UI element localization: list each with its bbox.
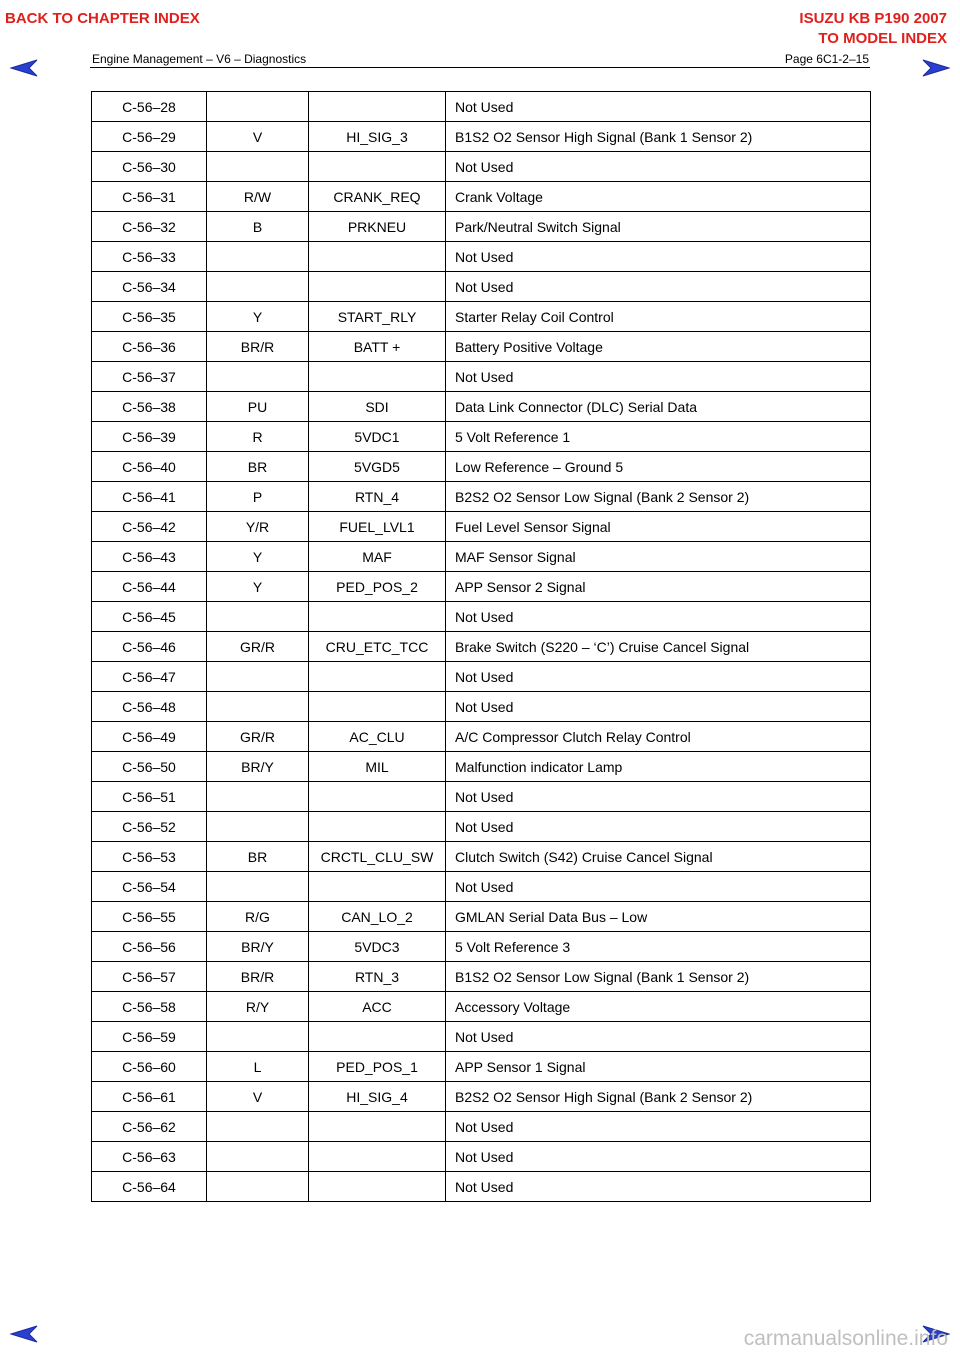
circuit-cell: 5VGD5 (309, 452, 446, 482)
wire-color-cell: V (207, 1082, 309, 1112)
table-row (92, 422, 871, 452)
description-cell: A/C Compressor Clutch Relay Control (446, 722, 871, 752)
wire-color-cell: L (207, 1052, 309, 1082)
pin-cell: C-56–33 (92, 242, 207, 272)
description-cell: Not Used (446, 272, 871, 302)
description-cell: Clutch Switch (S42) Cruise Cancel Signal (446, 842, 871, 872)
pin-cell: C-56–51 (92, 782, 207, 812)
table-row (92, 662, 871, 692)
circuit-cell (309, 812, 446, 842)
wire-color-cell (207, 362, 309, 392)
table-row (92, 332, 871, 362)
pin-cell: C-56–64 (92, 1172, 207, 1202)
description-cell: Accessory Voltage (446, 992, 871, 1022)
description-cell: Not Used (446, 602, 871, 632)
pin-cell: C-56–38 (92, 392, 207, 422)
pin-cell: C-56–47 (92, 662, 207, 692)
table-row (92, 92, 871, 122)
pin-cell: C-56–62 (92, 1112, 207, 1142)
wire-color-cell (207, 692, 309, 722)
document-title: Engine Management – V6 – Diagnostics (92, 52, 307, 66)
wire-color-cell: R/Y (207, 992, 309, 1022)
pin-cell: C-56–45 (92, 602, 207, 632)
table-row (92, 1112, 871, 1142)
table-row (92, 572, 871, 602)
table-row (92, 122, 871, 152)
description-cell: 5 Volt Reference 3 (446, 932, 871, 962)
arrow-left-icon[interactable] (10, 1324, 38, 1349)
page-number: Page 6C1-2–15 (784, 52, 869, 66)
pin-cell: C-56–28 (92, 92, 207, 122)
description-cell: Park/Neutral Switch Signal (446, 212, 871, 242)
description-cell: Not Used (446, 152, 871, 182)
circuit-cell: MAF (309, 542, 446, 572)
description-cell: Fuel Level Sensor Signal (446, 512, 871, 542)
table-row (92, 842, 871, 872)
table-row (92, 272, 871, 302)
circuit-cell: PED_POS_1 (309, 1052, 446, 1082)
table-row (92, 362, 871, 392)
wire-color-cell (207, 872, 309, 902)
wire-color-cell (207, 272, 309, 302)
back-to-chapter-index-link[interactable]: BACK TO CHAPTER INDEX (5, 10, 200, 27)
pin-cell: C-56–46 (92, 632, 207, 662)
wire-color-cell (207, 1112, 309, 1142)
description-cell: APP Sensor 2 Signal (446, 572, 871, 602)
pin-cell: C-56–36 (92, 332, 207, 362)
table-row (92, 392, 871, 422)
pin-cell: C-56–49 (92, 722, 207, 752)
circuit-cell: PRKNEU (309, 212, 446, 242)
description-cell: B2S2 O2 Sensor Low Signal (Bank 2 Sensor 2) (446, 482, 871, 512)
table-row (92, 812, 871, 842)
description-cell: Malfunction indicator Lamp (446, 752, 871, 782)
table-row (92, 782, 871, 812)
description-cell: 5 Volt Reference 1 (446, 422, 871, 452)
watermark: carmanualsonline.info (743, 1327, 948, 1350)
description-cell: Not Used (446, 362, 871, 392)
pin-cell: C-56–63 (92, 1142, 207, 1172)
pin-cell: C-56–43 (92, 542, 207, 572)
table-row (92, 1052, 871, 1082)
description-cell: Not Used (446, 812, 871, 842)
table-row (92, 932, 871, 962)
pin-cell: C-56–54 (92, 872, 207, 902)
wire-color-cell: R/W (207, 182, 309, 212)
table-row (92, 1082, 871, 1112)
description-cell: B2S2 O2 Sensor High Signal (Bank 2 Sensor 2) (446, 1082, 871, 1112)
wire-color-cell (207, 812, 309, 842)
pin-cell: C-56–35 (92, 302, 207, 332)
pin-cell: C-56–32 (92, 212, 207, 242)
circuit-cell: FUEL_LVL1 (309, 512, 446, 542)
wire-color-cell (207, 782, 309, 812)
circuit-cell (309, 92, 446, 122)
pin-cell: C-56–60 (92, 1052, 207, 1082)
description-cell: Data Link Connector (DLC) Serial Data (446, 392, 871, 422)
table-row (92, 602, 871, 632)
circuit-cell (309, 872, 446, 902)
description-cell: GMLAN Serial Data Bus – Low (446, 902, 871, 932)
description-cell: Not Used (446, 1172, 871, 1202)
circuit-cell: CAN_LO_2 (309, 902, 446, 932)
wire-color-cell (207, 602, 309, 632)
circuit-cell: ACC (309, 992, 446, 1022)
circuit-cell: RTN_3 (309, 962, 446, 992)
circuit-cell: BATT + (309, 332, 446, 362)
wire-color-cell: Y/R (207, 512, 309, 542)
table-row (92, 182, 871, 212)
wire-color-cell: BR/R (207, 332, 309, 362)
description-cell: Not Used (446, 92, 871, 122)
description-cell: Starter Relay Coil Control (446, 302, 871, 332)
circuit-cell (309, 152, 446, 182)
wire-color-cell: P (207, 482, 309, 512)
wire-color-cell (207, 242, 309, 272)
table-row (92, 992, 871, 1022)
table-row (92, 1172, 871, 1202)
circuit-cell (309, 692, 446, 722)
circuit-cell: START_RLY (309, 302, 446, 332)
pin-cell: C-56–40 (92, 452, 207, 482)
table-row (92, 902, 871, 932)
pin-cell: C-56–30 (92, 152, 207, 182)
table-row (92, 1022, 871, 1052)
description-cell: Not Used (446, 1022, 871, 1052)
circuit-cell (309, 1022, 446, 1052)
table-row (92, 482, 871, 512)
table-row (92, 692, 871, 722)
circuit-cell: HI_SIG_3 (309, 122, 446, 152)
circuit-cell: 5VDC3 (309, 932, 446, 962)
description-cell: Not Used (446, 662, 871, 692)
table-row (92, 752, 871, 782)
pin-cell: C-56–48 (92, 692, 207, 722)
model-title-link[interactable]: ISUZU KB P190 2007 (799, 10, 947, 27)
arrow-right-icon[interactable] (922, 58, 950, 83)
pin-cell: C-56–58 (92, 992, 207, 1022)
wire-color-cell: BR (207, 452, 309, 482)
arrow-left-icon[interactable] (10, 58, 38, 83)
description-cell: Battery Positive Voltage (446, 332, 871, 362)
table-row (92, 242, 871, 272)
table-row (92, 722, 871, 752)
circuit-cell (309, 272, 446, 302)
wire-color-cell: Y (207, 542, 309, 572)
circuit-cell (309, 242, 446, 272)
wire-color-cell: BR/R (207, 962, 309, 992)
pin-cell: C-56–59 (92, 1022, 207, 1052)
table-row (92, 962, 871, 992)
circuit-cell: HI_SIG_4 (309, 1082, 446, 1112)
description-cell: APP Sensor 1 Signal (446, 1052, 871, 1082)
table-row (92, 452, 871, 482)
table-row (92, 152, 871, 182)
wire-color-cell (207, 152, 309, 182)
pin-cell: C-56–50 (92, 752, 207, 782)
wire-color-cell: R/G (207, 902, 309, 932)
circuit-cell (309, 1112, 446, 1142)
wire-color-cell: B (207, 212, 309, 242)
circuit-cell: SDI (309, 392, 446, 422)
pin-cell: C-56–34 (92, 272, 207, 302)
table-row (92, 512, 871, 542)
wire-color-cell: BR/Y (207, 752, 309, 782)
pin-cell: C-56–52 (92, 812, 207, 842)
connector-pin-table (91, 91, 871, 1202)
description-cell: Not Used (446, 782, 871, 812)
wire-color-cell (207, 1022, 309, 1052)
circuit-cell (309, 1142, 446, 1172)
wire-color-cell (207, 662, 309, 692)
pin-cell: C-56–61 (92, 1082, 207, 1112)
description-cell: Not Used (446, 1142, 871, 1172)
wire-color-cell: BR (207, 842, 309, 872)
description-cell: Brake Switch (S220 – ‘C’) Cruise Cancel Signal (446, 632, 871, 662)
wire-color-cell (207, 1142, 309, 1172)
description-cell: B1S2 O2 Sensor Low Signal (Bank 1 Sensor 2) (446, 962, 871, 992)
pin-cell: C-56–55 (92, 902, 207, 932)
table-row (92, 542, 871, 572)
pin-cell: C-56–41 (92, 482, 207, 512)
description-cell: Not Used (446, 1112, 871, 1142)
wire-color-cell: R (207, 422, 309, 452)
pin-cell: C-56–42 (92, 512, 207, 542)
description-cell: Crank Voltage (446, 182, 871, 212)
circuit-cell: 5VDC1 (309, 422, 446, 452)
description-cell: MAF Sensor Signal (446, 542, 871, 572)
to-model-index-link[interactable]: TO MODEL INDEX (818, 30, 947, 47)
wire-color-cell: V (207, 122, 309, 152)
circuit-cell: PED_POS_2 (309, 572, 446, 602)
circuit-cell: CRU_ETC_TCC (309, 632, 446, 662)
circuit-cell: AC_CLU (309, 722, 446, 752)
description-cell: Low Reference – Ground 5 (446, 452, 871, 482)
circuit-cell (309, 602, 446, 632)
table-row (92, 632, 871, 662)
description-cell: Not Used (446, 242, 871, 272)
description-cell: B1S2 O2 Sensor High Signal (Bank 1 Sensor 2) (446, 122, 871, 152)
wire-color-cell: Y (207, 572, 309, 602)
circuit-cell: RTN_4 (309, 482, 446, 512)
wire-color-cell: Y (207, 302, 309, 332)
pin-cell: C-56–53 (92, 842, 207, 872)
circuit-cell (309, 362, 446, 392)
table-row (92, 872, 871, 902)
wire-color-cell: PU (207, 392, 309, 422)
wire-color-cell: BR/Y (207, 932, 309, 962)
header-divider (90, 67, 870, 68)
table-row (92, 1142, 871, 1172)
circuit-cell: CRCTL_CLU_SW (309, 842, 446, 872)
pin-cell: C-56–44 (92, 572, 207, 602)
pin-cell: C-56–57 (92, 962, 207, 992)
pin-cell: C-56–31 (92, 182, 207, 212)
circuit-cell: CRANK_REQ (309, 182, 446, 212)
pin-cell: C-56–37 (92, 362, 207, 392)
circuit-cell (309, 782, 446, 812)
description-cell: Not Used (446, 692, 871, 722)
wire-color-cell: GR/R (207, 722, 309, 752)
wire-color-cell (207, 1172, 309, 1202)
description-cell: Not Used (446, 872, 871, 902)
pin-cell: C-56–39 (92, 422, 207, 452)
circuit-cell (309, 1172, 446, 1202)
wire-color-cell (207, 92, 309, 122)
pin-cell: C-56–56 (92, 932, 207, 962)
pin-cell: C-56–29 (92, 122, 207, 152)
wire-color-cell: GR/R (207, 632, 309, 662)
table-row (92, 302, 871, 332)
circuit-cell (309, 662, 446, 692)
circuit-cell: MIL (309, 752, 446, 782)
table-row (92, 212, 871, 242)
